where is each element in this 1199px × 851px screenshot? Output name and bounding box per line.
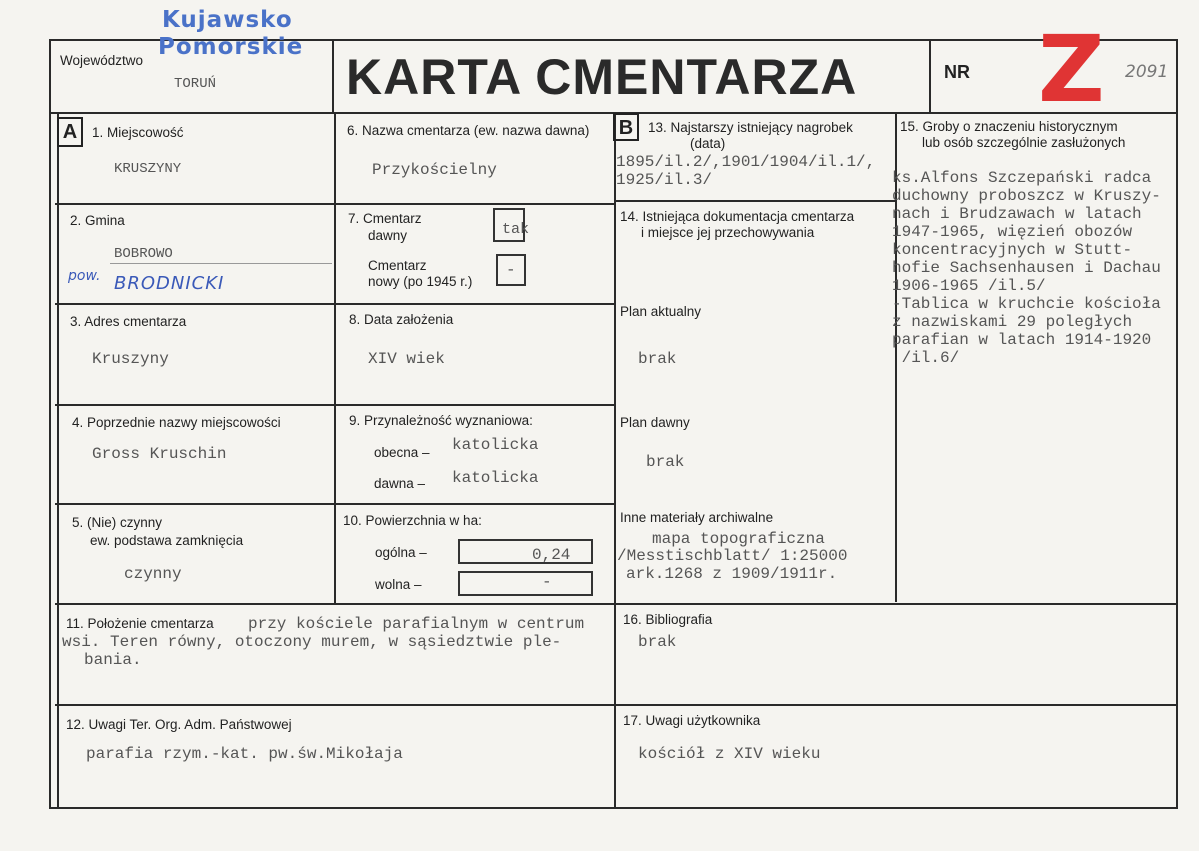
powiat-label: pow. <box>68 268 101 284</box>
inne-materialy-line3: ark.1268 z 1909/1911r. <box>626 565 838 583</box>
field-17-value: kościół z XIV wieku <box>638 745 821 763</box>
field-15-line: nach i Brudzawach w latach <box>892 205 1142 223</box>
field-15-sublabel: lub osób szczególnie zasłużonych <box>922 135 1126 150</box>
field-11-label: 11. Położenie cmentarza <box>66 616 214 631</box>
field-16-label: 16. Bibliografia <box>623 612 713 627</box>
field-5-label: 5. (Nie) czynny <box>72 515 163 530</box>
field-15-line: hofie Sachsenhausen i Dachau <box>892 259 1161 277</box>
plan-aktualny-label: Plan aktualny <box>620 304 702 319</box>
field-7-dawny-label: dawny <box>368 228 408 243</box>
field-10-ogolna-label: ogólna – <box>375 545 427 560</box>
field-13-sublabel: (data) <box>690 136 726 151</box>
rule <box>55 603 1178 605</box>
voivodeship-stamp-line1: Kujawsko <box>162 7 293 33</box>
underline <box>110 263 332 264</box>
nr-label: NR <box>944 62 970 82</box>
field-15-entries <box>892 169 1161 367</box>
field-13-label: 13. Najstarszy istniejący nagrobek <box>648 120 853 135</box>
field-9-obecna-value: katolicka <box>452 436 539 454</box>
field-2-label: 2. Gmina <box>70 213 125 228</box>
plan-dawny-label: Plan dawny <box>620 415 690 430</box>
nr-number: 2091 <box>1125 62 1169 82</box>
inne-materialy-label: Inne materiały archiwalne <box>620 510 774 525</box>
field-10-wolna-box <box>458 571 593 596</box>
field-1-value: KRUSZYNY <box>114 161 182 177</box>
field-6-value: Przykościelny <box>372 161 497 179</box>
rule <box>55 404 616 406</box>
field-9-dawna-value: katolicka <box>452 469 539 487</box>
inne-materialy-line2: /Messtischblatt/ 1:25000 <box>617 547 848 565</box>
page-title: KARTA CMENTARZA <box>346 49 858 105</box>
field-17-label: 17. Uwagi użytkownika <box>623 713 761 728</box>
field-4-value: Gross Kruschin <box>92 445 227 463</box>
wojewodztwo-label: Województwo <box>60 53 144 68</box>
field-15-line: parafian w latach 1914-1920 <box>892 331 1152 349</box>
field-16-value: brak <box>638 633 677 651</box>
torun-stamp: TORUŃ <box>174 76 217 92</box>
voivodeship-stamp-line2: Pomorskie <box>158 34 304 60</box>
field-6-label: 6. Nazwa cmentarza (ew. nazwa dawna) <box>347 123 590 138</box>
rule <box>929 39 931 114</box>
field-15-line: /il.6/ <box>892 349 960 367</box>
field-15-line: z nazwiskami 29 poległych <box>892 313 1133 331</box>
field-15-label: 15. Groby o znaczeniu historycznym <box>900 119 1118 134</box>
field-7-label: 7. Cmentarz <box>348 211 422 226</box>
field-10-wolna-value: - <box>542 573 552 591</box>
field-10-label: 10. Powierzchnia w ha: <box>343 513 482 528</box>
section-b-marker: B <box>613 113 639 141</box>
field-9-label: 9. Przynależność wyznaniowa: <box>349 413 533 428</box>
field-9-dawna-label: dawna – <box>374 476 426 491</box>
rule <box>55 203 616 205</box>
field-10-ogolna-box <box>458 539 593 564</box>
nr-letter-stamp: Z <box>1038 16 1105 123</box>
field-14-sublabel: i miejsce jej przechowywania <box>641 225 815 240</box>
field-13-line2: 1925/il.3/ <box>616 171 713 189</box>
field-5-sublabel: ew. podstawa zamknięcia <box>90 533 244 548</box>
field-12-value: parafia rzym.-kat. pw.św.Mikołaja <box>86 745 403 763</box>
rule <box>334 112 336 604</box>
field-11-line1: przy kościele parafialnym w centrum <box>248 615 585 633</box>
field-15-line: koncentracyjnych w Stutt- <box>892 241 1133 259</box>
field-14-label: 14. Istniejąca dokumentacja cmentarza <box>620 209 855 224</box>
field-1-label: 1. Miejscowość <box>92 125 184 140</box>
field-12-label: 12. Uwagi Ter. Org. Adm. Państwowej <box>66 717 292 732</box>
field-11-line2: wsi. Teren równy, otoczony murem, w sąsiedztwie ple- <box>62 633 562 651</box>
field-15-line: 1906-1965 /il.5/ <box>892 277 1046 295</box>
field-7-dawny-value: tak <box>502 221 530 238</box>
powiat-value: BRODNICKI <box>114 273 225 294</box>
field-15-line: 1947-1965, więzień obozów <box>892 223 1133 241</box>
field-15-line: ks.Alfons Szczepański radca <box>892 169 1152 187</box>
rule <box>55 503 616 505</box>
field-9-obecna-label: obecna – <box>374 445 430 460</box>
rule <box>55 303 616 305</box>
field-8-label: 8. Data założenia <box>349 312 454 327</box>
section-a-marker: A <box>57 117 83 147</box>
field-11-line3: bania. <box>84 651 142 669</box>
field-15-line: duchowny proboszcz w Kruszy- <box>892 187 1161 205</box>
field-7-nowy-label: Cmentarz <box>368 258 427 273</box>
plan-dawny-value: brak <box>646 453 685 471</box>
field-5-value: czynny <box>124 565 182 583</box>
field-10-wolna-label: wolna – <box>375 577 422 592</box>
rule <box>614 200 895 202</box>
inne-materialy-line1: mapa topograficzna <box>652 530 825 548</box>
field-15-line: -Tablica w kruchcie kościoła <box>892 295 1161 313</box>
field-2-value: BOBROWO <box>114 246 173 262</box>
field-3-value: Kruszyny <box>92 350 169 368</box>
rule <box>332 39 334 114</box>
field-4-label: 4. Poprzednie nazwy miejscowości <box>72 415 281 430</box>
plan-aktualny-value: brak <box>638 350 677 368</box>
rule <box>57 112 59 809</box>
rule <box>55 704 1178 706</box>
field-7-nowy-sublabel: nowy (po 1945 r.) <box>368 274 473 289</box>
field-7-nowy-value: - <box>506 261 516 279</box>
field-10-ogolna-value: 0,24 <box>532 546 571 564</box>
field-8-value: XIV wiek <box>368 350 445 368</box>
field-3-label: 3. Adres cmentarza <box>70 314 187 329</box>
field-13-line1: 1895/il.2/,1901/1904/il.1/, <box>616 153 876 171</box>
